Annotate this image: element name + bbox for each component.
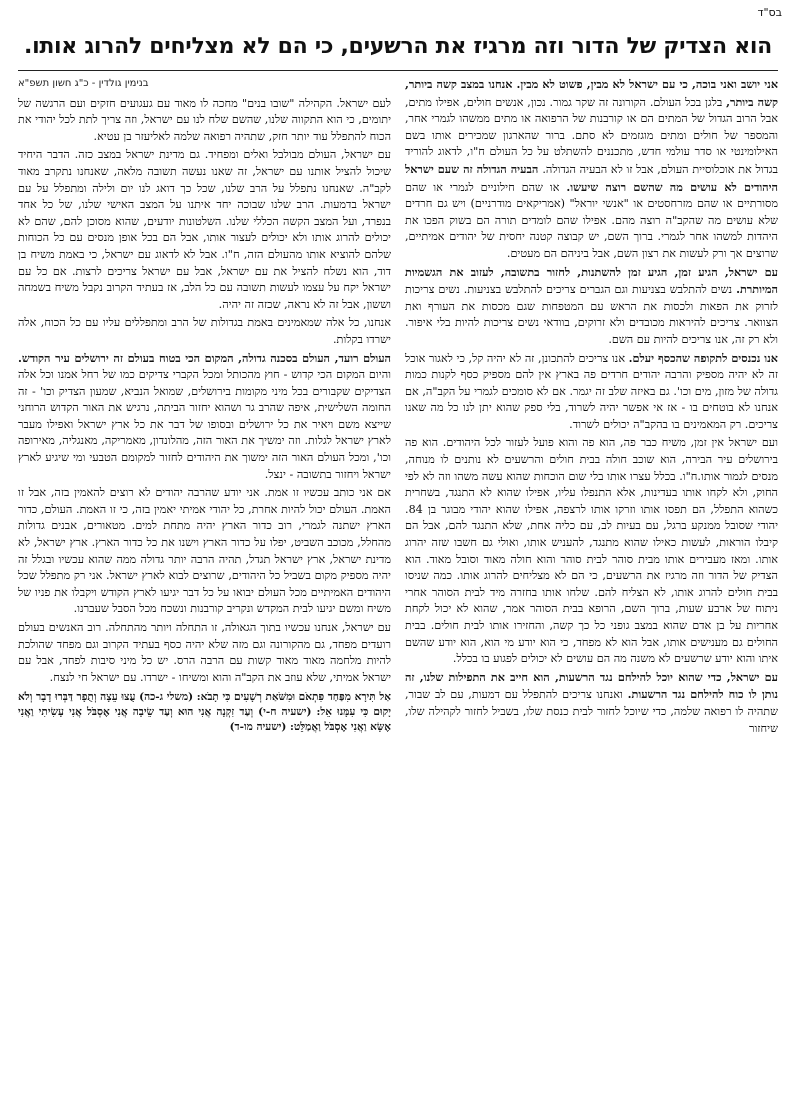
- paragraph: [18, 146, 391, 313]
- paragraph-text: ועם ישראל אין זמן, משיח כבר פה, הוא פה והוא פועל לעזור לכל היהודים. הוא פה בירושלים עיר הבירה, הוא שוכב חולה בבית חולים והרשעים לא נותנים לו מנוחה, מנסים לגמור אותו.ח"ו. בכלל עצרו אותו בלי שום הוכחות שהוא עשה משהו וזה לא לפי החוק, ולא לקחו אותו בעדינות, אלא התנפלו עליו, אפילו שהוא לא התנגד, בשחרית כשהוא התפלל, הם תפסו אותו וזרקו אותו לרצפה, אפילו שהוא יהודי מבוגר בן 84. יהודי שסובל ממנקע ברגל, עם בעיות לב, עם כליה אחת, שלא התנגד להם, אבל הם קיבלו הוראות, לעשות כאילו שהוא מתנגד, להעניש אותו, ואולי גם חשבו שזה יהרוג אותו. ומאז מעבירים אותו מבית סוהר לבית סוהר והוא חולה מאוד וסובל מאוד. הוא הצדיק של הדור וזה מרגיז את הרשעים, כי הם לא מצליחים להרוג אותו. כמה שניסו בבית חולים להרוג אותו, לא הצליח להם. שלחו אותו בחזרה מיד לבית הסוהר אחרי ניתוח של ארבע שעות, ברוך השם, הרופא בבית הסוהר אמר, שהוא לא יכול לקחת אחריות על בן אדם שהוא במצב גופני כל כך קשה, והחזירו אותו לבית חולים. בבית החולים גם מענישים אותו, אבל הוא לא מפחד, כי הוא יודע מי הוא, הוא יודע שהשם איתו והוא יודע שרשעים לא משנה מה הם עושים לא יכולים לפגוע בו בכלל.: [405, 436, 778, 666]
- paragraph-text: נשים להתלבש בצניעות וגם הגברים צריכים להתלבש בצניעות. נשים צריכות לזרוק את הפאות ולכסות את הראש עם המטפחות שגם מכסות את העורף ואת הצוואר. צריכים להיראות מכובדים ולא זרוקים, בוודאי נשים צריכות להיות בלי איפור. ולא רק זה, אנו צריכים להיות עם השם.: [405, 283, 778, 346]
- title-divider: [18, 70, 778, 71]
- paragraph-text: או שהם חילוניים לגמרי או שהם מסורתיים או שהם מזרחסטים או "אנשי יוראל" (אמריקאים מודרניים) ויש גם חרדים שלא עושים מה שהקב"ה רוצה מהם. אפילו שהם לומדים תורה הם בשוק הפכו את היהדות למשהו אחר לגמרי. ברוך השם, יש קבוצה קטנה יחסית של יהודים אמיתיים, שרוצים אך ורק לעשות את רצון השם, אבל ביניהם הם מעטים.: [405, 180, 778, 260]
- paragraph-text: אם אני כותב עכשיו זו אמת. אני יודע שהרבה יהודים לא רוצים להאמין בזה, אבל זו האמת. העולם יכול להיות אחרת, כל יהודי אמיתי יאמין בזה, כי זו האמת. העולם, כדור הארץ ישתנה לגמרי, רוב כדור הארץ יהיה מתחת למים. מטאורים, אבנים גדולות מהחלל, מכוכב השביט, יפלו על כדור הארץ וישנו את כל כדור הארץ. ארץ ישראל, לא מדינת ישראל, ארץ ישראל תגדל, תהיה הרבה יותר גדולה ממה שהוא עכשיו ובגלל זה יהיה מספיק מקום בשביל כל היהודים, שרוצים לבוא לארץ ישראל. אני רק מתפלל שכל היהודים האמיתיים מכל העולם יבואו על כל דבר יגיעו לארץ הקודש ויקבלו את פניו של משיח ומשם יגיעו לבית המקדש ונקריב קורבנות ונשכח מכל הסבל שעברנו.: [18, 486, 391, 616]
- paragraph-lead: עם ישראל, כדי שהוא יוכל להילחם נגד הרשעות, הוא חייב את התפילות שלנו, זה נותן לו כוח להילחם נגד הרשעות.: [405, 669, 778, 702]
- article-column-left: [18, 76, 391, 1076]
- paragraph-lead: הבעיה הגדולה זה שעם ישראל היהודים לא עושים מה שהשם רוצה שיעשו.: [405, 161, 778, 194]
- paragraph-text: ואנחנו צריכים להתפלל עם דמעות, עם לב שבור, שתהיה לו רפואה שלמה, כדי שיוכל לחזור לבית כנסת שלו, בשביל לחזור לקהילה שלו, שיחזור: [405, 688, 778, 735]
- paragraph-lead: העולם רועד, העולם בסכנה גדולה, המקום הכי בטוח בעולם זה ירושלים עיר הקודש.: [18, 350, 391, 365]
- paragraph-text: עם ישראל, העולם מבולבל ואלים ומפחיד. גם מדינת ישראל במצב כזה. הדבר היחיד שיכול להציל אותנו עם ישראל, זה שאנו נעשה תשובה מלאה, שאנחנו נתקרב מאוד לקב"ה. שאנחנו נתפלל על הרב שלנו, שכל כך דואג לנו יום ולילה ומתפלל על עם ישראל בדמעות. הרב שלנו שבוכה יחד איתנו על המצב האישי שלנו, של כל אחד בנפרד, ועל המצב הקשה הכללי שלנו. השלטונות יודעים, שהוא מסוכן להם, שהם לא יכולים להרוג אותו ולא יכולים לעצור אותו, אבל הם בכל אופן מנסים עם כל הכוחות שלהם להוציא אותו מהעולם הזה, ח"ו. אבל לא לדאוג עם ישראל, כי באמת משיח בן דוד, הוא נשלח להציל את עם ישראל, אבל עם ישראל צריכים לרצות. אם כל עם ישראל יקח על עצמו לעשות תשובה עם כל הלב, אז בעתיד הקרוב נקבל משיח בשמחה וששון, אבל זה לא נראה, שכזה זה יהיה.: [18, 148, 391, 311]
- article-columns: [18, 76, 778, 1076]
- paragraph-text: בלגן בכל העולם. הקורונה זה שקר גמור. נכון, אנשים חולים, אפילו מתים, אבל הרוב הגדול של המתים הם או קורבנות של הרפואה או מתים ממשהו לגמרי אחר, והמספר של חולים ומתים מוגזמים לא סתם. ברור שהארגון שמכירים אותו בשם האילומינטי או סדר עולמי חדש, מתכננים להשתלט על כל העולם ח"ו, לדאוג להוריד בגדול את אוכלוסיית העולם, אבל זו לא הבעיה הגדולה.: [405, 95, 778, 176]
- paragraph-text: עם ישראל, אנחנו עכשיו בתוך הגאולה, זו התחלה ויותר מהתחלה. רוב האנשים בעולם רועדים מפחד, גם מהקורונה וגם מזה שלא יהיה כסף בעתיד הקרוב וגם מפחד שהולכת להיות מלחמה מאוד מאוד קשות עם הרבה הרס. יש כל מיני סיבות לפחד, אבל עם ישראל אמיתי, שלא עוזב את הקב"ה והוא ומשיחו - ישרדו. עם ישראל חי לנצח.: [18, 621, 391, 684]
- paragraph: [18, 95, 391, 146]
- page-title: הוא הצדיק של הדור וזה מרגיז את הרשעים, כי הם לא מצליחים להרוג אותו.: [24, 34, 772, 59]
- scripture-quote: אַל תִּירָא מִפַּחַד פִּתְאֹם וּמִשֹּׁאַת רְשָׁעִים כִּי תָבֹא: (משלי ג-כה) עֻצוּ עֵצָה וְתֻפָר דַּבְּרוּ דָבָר וְלֹא יָקוּם כִּי עִמָּנוּ אֵל: (ישעיה ח-י) וְעַד זִקְנָה אֲנִי הוּא וְעַד שֵׂיבָה אֲנִי אֶסְבֹּל אֲנִי עָשִׂיתִי וַאֲנִי אֶשָּׂא וַאֲנִי אֶסְבֹּל וַאֲמַלֵּט: (ישעיה מו-ד): [18, 691, 391, 734]
- article-column-right: [405, 76, 778, 1076]
- paragraph: [405, 350, 778, 434]
- paragraph: [405, 434, 778, 667]
- corner-label: בס"ד: [757, 6, 782, 19]
- paragraph: [405, 669, 778, 737]
- paragraph: [405, 76, 778, 263]
- paragraph-text: לעם ישראל. הקהילה "שובו בנים" מחכה לו מאוד עם געגועים חזקים ועם הרגשה של יתומים, כי הוא התקווה שלנו, שהשם שלח לנו עם ישראל, וזה צריך לתת לכל יהודי את הכוח להתפלל עוד יותר חזק, שתהיה רפואה שלמה לאליעזר בן עטיא.: [18, 96, 391, 143]
- paragraph: [18, 484, 391, 618]
- byline: בנימין גולדין - כ"ג חשון תשפ"א: [18, 78, 149, 89]
- paragraph-text: אנחנו, כל אלה שמאמינים באמת בגדולות של הרב ומתפללים עליו עם כל הכוח, אלה ישרדו בקלות.: [18, 316, 391, 346]
- paragraph: [18, 619, 391, 686]
- paragraph-lead: אנו נכנסים לתקופה שהכסף יעלם.: [628, 350, 778, 365]
- paragraph-lead: אני יושב ואני בוכה, כי עם ישראל לא מבין, פשוט לא מבין. אנחנו במצב קשה ביותר, קשה ביותר,: [405, 77, 778, 109]
- paragraph-text: אנו צריכים להתכונן, זה לא יהיה קל, כי לאגור אוכל זה לא יהיה מספיק והרבה יהודים חרדים פה בארץ אין להם מספיק כסף לקנות כמות גדולה של מזון, מים וכו'. גם באיזה שלב זה יגמר. אם לא סומכים לגמרי על הקב"ה, אם אנחנו לא בוטחים בו - אז אי אפשר יהיה לשרוד, בלי ספק שהוא יתן לנו כל מה שאנו צריכים. רק המאמינים בו בהקב"ה יכולים לשרוד.: [405, 351, 778, 431]
- paragraph: [18, 314, 391, 348]
- paragraph-text: והיום המקום הכי קדוש - חוץ מהכותל ומכל הקברי צדיקים כמו של רחל אמנו וכל אלה הצדיקים שקבורים בכל מיני מקומות בירושלים, שמואל הנביא, שמעון הצדיק וכו' - זה החומה השלישית, איפה שהרב גר ושהוא יחזור הביתה, נרגיש את האור הקדוש הרוחני שייצא משם ויאיר את כל ירושלים ובסופו של דבר את כל ארץ ישראל ואפילו מעבר לארץ ישראל לגלות. וזה ימשיך את האור הזה, מהלונדון, מאמריקה, מאנגליה, מאירופה וכו', ומכל העולם האור הזה ימשוך את היהודים לחזור למקומם הטבעי ומי שיגיע לארץ ישראל ויחזור בתשובה - ינצל.: [18, 368, 391, 481]
- paragraph: [18, 350, 391, 484]
- paragraph: [405, 264, 778, 349]
- paragraph-lead: עם ישראל, הגיע זמן, הגיע זמן להשתנות, לחזור בתשובה, לעזוב את הגשמיות המיותרת.: [405, 264, 778, 297]
